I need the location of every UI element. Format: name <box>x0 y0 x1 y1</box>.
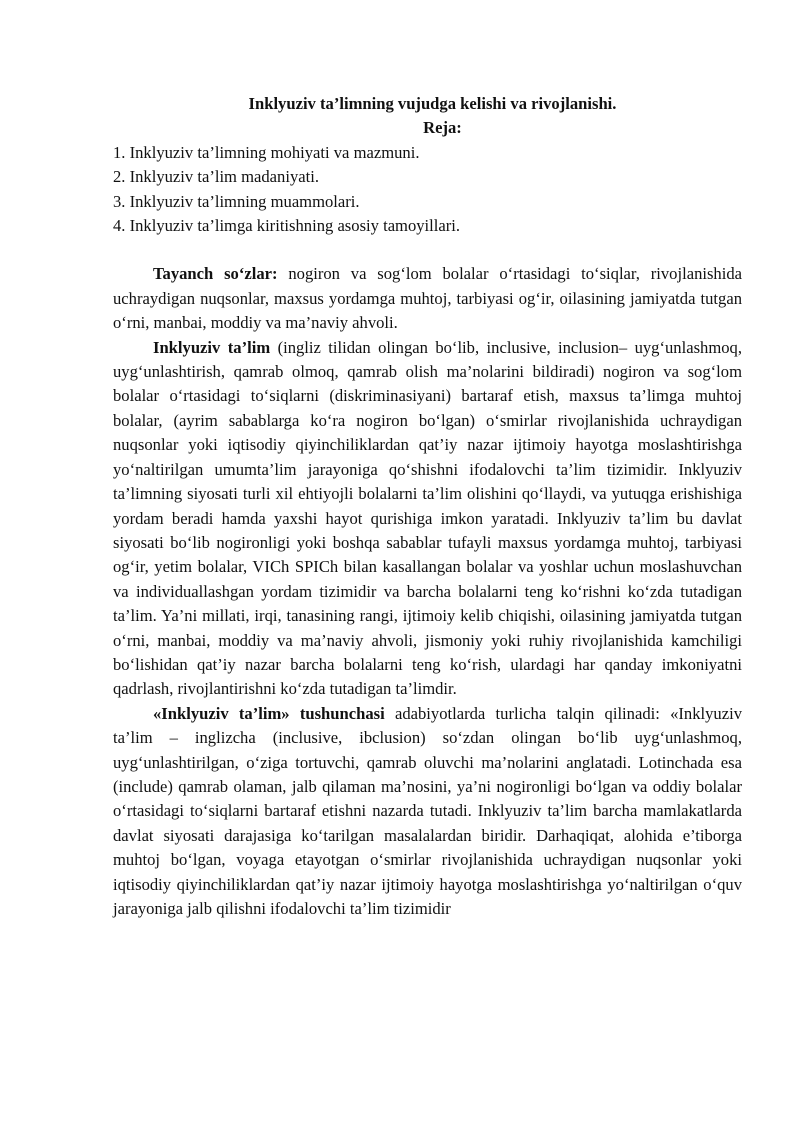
plan-heading: Reja: <box>423 118 462 138</box>
keywords-paragraph <box>113 262 742 335</box>
paragraph-text: (ingliz tilidan olingan bo‘lib, inclusive, inclusion– uyg‘unlashmoq, uyg‘unlashtirish, qamrab olmoq, qamrab olish ma’nolarini bildiradi) nogiron va sog‘lom bolalar o‘rtasidagi to‘siqlarni (diskriminasiyani) bartaraf etish, maxsus ta’limga muhtoj bolalar, (ayrim sabablarga ko‘ra nogiron bo‘lgan) o‘smirlar rivojlanishida uchraydigan nuqsonlar yoki iqtisodiy qiyinchiliklardan qat’iy nazar ijtimoiy hayotga moslashtirishga yo‘naltirilgan umumta’lim jarayoniga qo‘shishni ifodalovchi ta’lim tizimidir. Inklyuziv ta’limning siyosati turli xil ehtiyojli bolalarni ta’lim olishini qo‘llaydi, va yutuqga erishishiga yordam beradi hamda yaxshi hayot qurishiga imkon yaratadi. Inklyuziv ta’lim bu davlat siyosati bo‘lib nogironligi yoki boshqa sabablar tufayli maxsus yordamga muhtoj, tarbiyasi og‘ir, yetim bolalar, VICh SPICh bilan kasallangan bolalar va yoshlar uchun moslashuvchan va individuallashgan yordam tizimidir va barcha bolalarni teng ko‘rishni ko‘zda tutadigan ta’lim. Ya’ni millati, irqi, tanasining rangi, ijtimoiy kelib chiqishi, oilasining jamiyatda tutgan o‘rni, manbai, moddiy va ma’naviy ahvoli, jismoniy yoki ruhiy rivojlanishida kamchiligi bo‘lishidan qat’iy nazar barcha bolalarni teng ko‘rish, ulardagi har qanday imkoniyatni qadrlash, rivojlantirishni ko‘zda tutadigan ta’limdir. <box>113 337 742 699</box>
plan-item: 1. Inklyuziv ta’limning mohiyati va mazmuni. <box>113 142 420 162</box>
definition-paragraph <box>113 336 742 702</box>
paragraph-lead: «Inklyuziv ta’lim» tushunchasi <box>153 703 385 723</box>
paragraph-text: nogiron va sog‘lom bolalar o‘rtasidagi to‘siqlar, rivojlanishida uchraydigan nuqsonlar, maxsus yordamga muhtoj, tarbiyasi og‘ir, oilasining jamiyatda tutgan o‘rni, manbai, moddiy va ma’naviy ahvoli. <box>113 264 742 333</box>
paragraph-lead: Inklyuziv ta’lim <box>153 337 271 357</box>
spacer <box>113 238 742 262</box>
concept-paragraph <box>113 702 742 922</box>
plan-item: 4. Inklyuziv ta’limga kiritishning asosiy tamoyillari. <box>113 216 461 236</box>
paragraph-text: adabiyotlarda turlicha talqin qilinadi: «Inklyuziv ta’lim – inglizcha (inclusive, ibclusion) so‘zdan olingan bo‘lib uyg‘unlashmoq, uyg‘unlashtirilgan, o‘ziga tortuvchi, qamrab oluvchi ma’nolarini anglatadi. Lotinchada esa (include) qamrab olaman, jalb qilaman ma’nosini, ya’ni nogironligi bo‘lgan va oddiy bolalar o‘rtasidagi to‘siqlarni bartaraf etishni nazarda tutadi. Inklyuziv ta’lim barcha mamlakatlarda davlat siyosati darajasiga ko‘tarilgan masalalardan biridir. Darhaqiqat, alohida e’tiborga muhtoj bo‘lgan, voyaga etayotgan o‘smirlar rivojlanishida uchraydigan nuqsonlar yoki iqtisodiy qiyinchiliklardan qat’iy nazar ijtimoiy hayotga moslashtirishga yo‘naltirilgan o‘quv jarayoniga jalb qilishni ifodalovchi ta’lim tizimidir <box>113 703 742 918</box>
document-title: Inklyuziv ta’limning vujudga kelishi va rivojlanishi. <box>248 94 617 113</box>
plan-item: 2. Inklyuziv ta’lim madaniyati. <box>113 167 319 187</box>
paragraph-lead: Tayanch so‘zlar: <box>153 264 278 284</box>
plan-item: 3. Inklyuziv ta’limning muammolari. <box>113 191 360 211</box>
plan-list <box>113 141 742 239</box>
